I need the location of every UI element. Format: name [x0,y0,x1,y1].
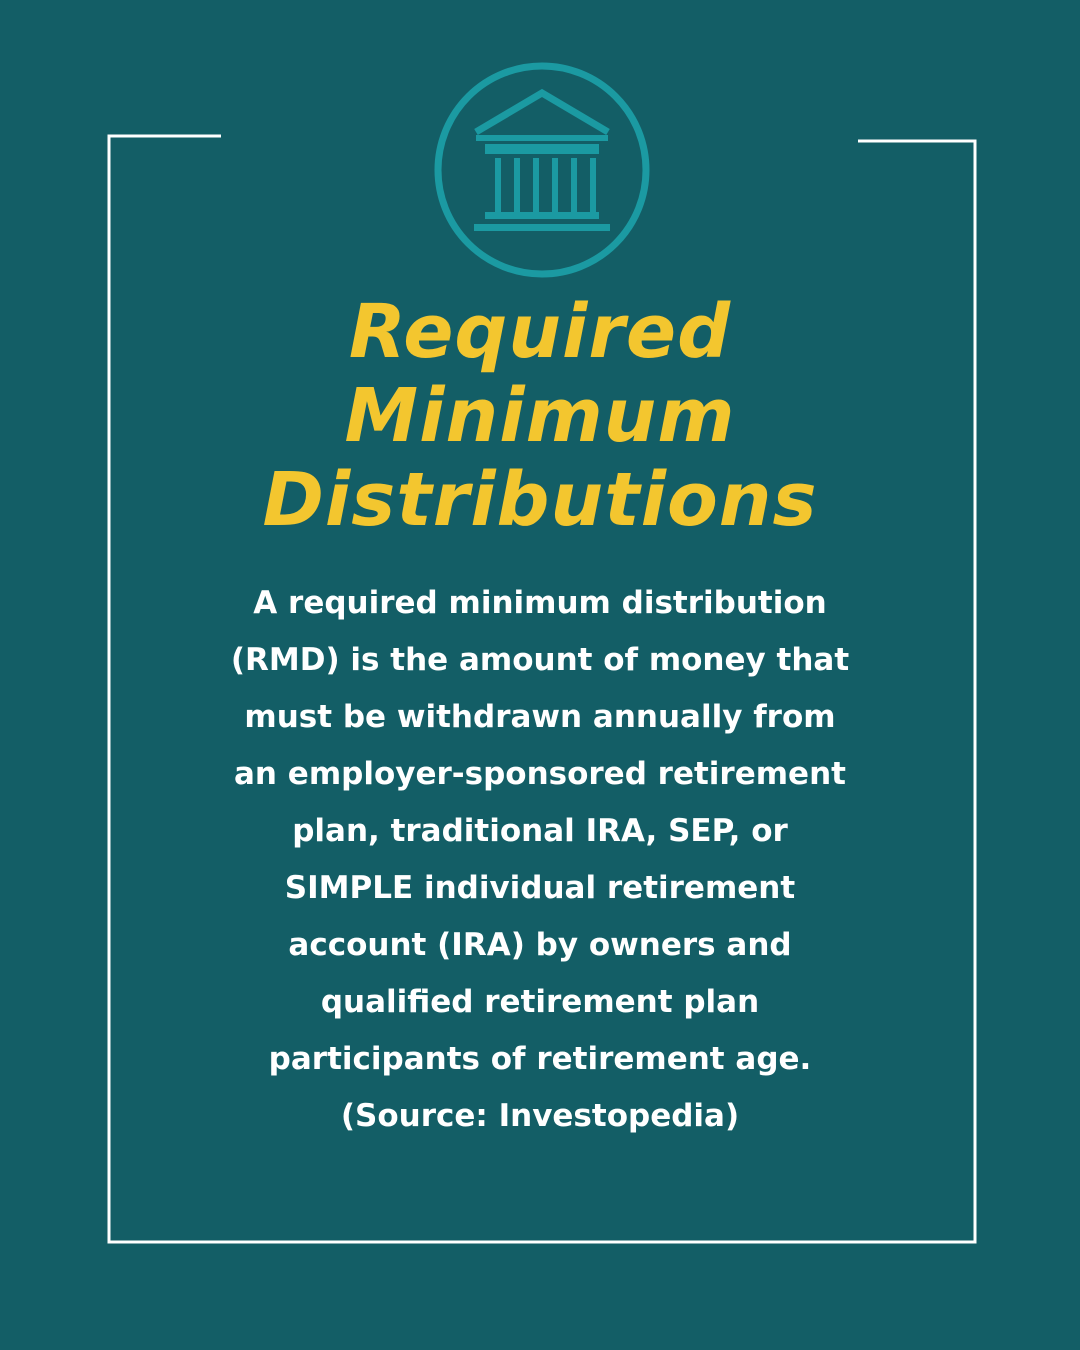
title-line-1: Required [348,289,732,375]
body-line-8: qualified retirement plan [320,984,760,1020]
title-line-2: Minimum [344,373,736,459]
body-line-7: account (IRA) by owners and [288,927,792,963]
body-line-1: A required minimum distribution [253,585,827,621]
body-line-5: plan, traditional IRA, SEP, or [292,813,788,849]
body-line-9: participants of retirement age. [268,1041,812,1077]
source-citation: (Source: Investopedia) [340,1098,740,1134]
page-title [150,290,930,542]
body-line-4: an employer-sponsored retirement [234,756,846,792]
body-line-6: SIMPLE individual retirement [284,870,796,906]
body-line-3: must be withdrawn annually from [244,699,836,735]
body-line-2: (RMD) is the amount of money that [230,642,850,678]
bank-building-icon [434,62,650,278]
title-line-3: Distributions [262,457,818,543]
definition-paragraph [190,575,890,1145]
